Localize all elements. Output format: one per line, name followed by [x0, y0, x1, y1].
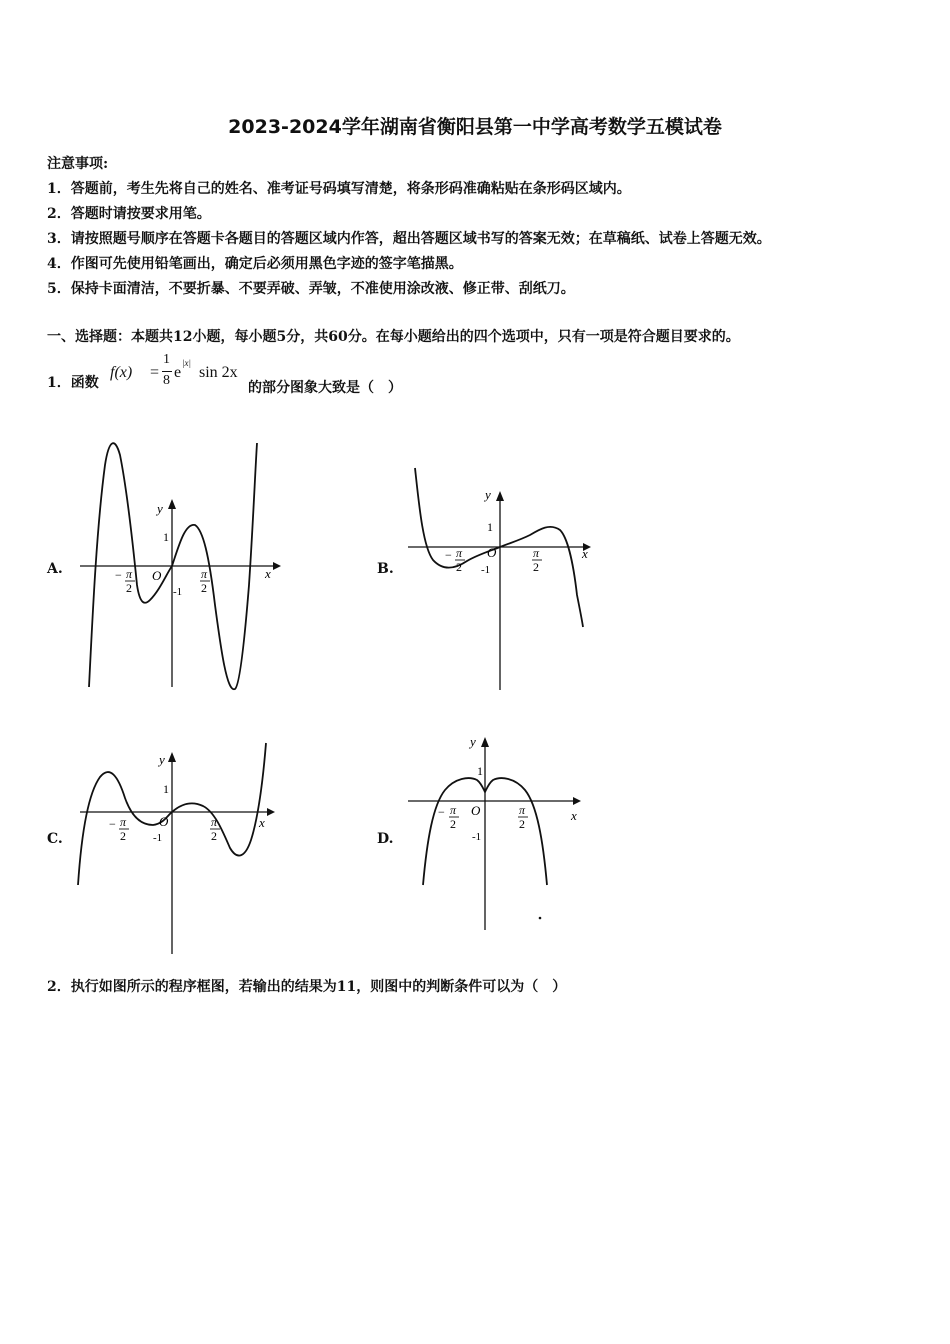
notice-item: 5．保持卡面清洁，不要折暴、不要弄破、弄皱，不准使用涂改液、修正带、刮纸刀。 [47, 281, 575, 297]
y-axis-arrow-icon [481, 737, 489, 747]
tick-label-one: 1 [487, 520, 493, 534]
tick-label-neg-one: -1 [173, 586, 183, 598]
tick-label-neg-one: -1 [153, 832, 163, 844]
half-pi-pi: π [533, 546, 540, 560]
tick-label-one: 1 [477, 764, 483, 778]
y-axis-label: y [470, 734, 476, 749]
formula-eq: = [150, 364, 160, 381]
formula-denominator: 8 [163, 373, 170, 388]
fraction-bar [162, 371, 172, 372]
notice-item: 2．答题时请按要求用笔。 [47, 206, 211, 222]
half-pi-pi: π [211, 815, 218, 829]
neg-half-pi-minus: − [109, 817, 116, 831]
neg-half-pi-pi: π [450, 803, 457, 817]
y-axis-label: y [157, 501, 163, 516]
section-heading: 一、选择题：本题共12小题，每小题5分，共60分。在每小题给出的四个选项中，只有一项是符合题目要求的。 [47, 329, 740, 345]
x-axis-label: x [582, 546, 588, 561]
notice-block [47, 152, 771, 302]
y-axis-arrow-icon [496, 491, 504, 501]
origin-label: O [471, 803, 481, 818]
neg-half-pi-pi: π [126, 567, 133, 581]
neg-half-pi-two: 2 [450, 817, 456, 831]
page-title: 2023-2024学年湖南省衡阳县第一中学高考数学五模试卷 [228, 116, 722, 138]
neg-half-pi-minus: − [438, 805, 445, 819]
half-pi-pi: π [519, 803, 526, 817]
origin-label: O [152, 568, 162, 583]
option-b-graph [405, 465, 600, 695]
y-axis-label: y [159, 752, 165, 767]
tick-label-neg-one: -1 [472, 831, 482, 843]
option-d-graph [405, 730, 600, 930]
y-axis-label: y [485, 487, 491, 502]
y-axis-arrow-icon [168, 752, 176, 762]
option-a-label: A. [47, 561, 63, 577]
formula-lhs: f(x) [110, 364, 133, 381]
x-axis-label: x [571, 808, 577, 823]
tick-label-neg-one: -1 [481, 564, 491, 576]
question-1-prefix: 1．函数 [47, 375, 99, 391]
formula-sin: sin 2x [199, 364, 238, 381]
neg-half-pi-two: 2 [456, 560, 462, 574]
half-pi-two: 2 [519, 817, 525, 831]
neg-half-pi-two: 2 [120, 829, 126, 843]
origin-label: O [159, 814, 169, 829]
neg-half-pi-minus: − [445, 548, 452, 562]
x-axis-label: x [265, 566, 271, 581]
option-b-label: B. [377, 561, 394, 577]
x-axis-arrow-icon [267, 808, 275, 816]
notice-heading: 注意事项: [47, 156, 109, 172]
formula-base: e [174, 364, 182, 381]
tick-label-one: 1 [163, 782, 169, 796]
half-pi-pi: π [201, 567, 208, 581]
formula-exponent: |x| [182, 358, 191, 368]
notice-item: 1．答题前，考生先将自己的姓名、准考证号码填写清楚，将条形码准确粘贴在条形码区域内。 [47, 181, 631, 197]
stray-dot [539, 917, 542, 920]
half-pi-two: 2 [533, 560, 539, 574]
neg-half-pi-minus: − [115, 568, 122, 582]
x-axis-arrow-icon [573, 797, 581, 805]
option-c-graph [75, 740, 285, 960]
neg-half-pi-two: 2 [126, 581, 132, 595]
option-d-label: D. [377, 831, 394, 847]
formula-numerator: 1 [163, 352, 170, 367]
notice-item: 3．请按照题号顺序在答题卡各题目的答题区域内作答，超出答题区域书写的答案无效；在草稿纸、试卷上答题无效。 [47, 231, 771, 247]
origin-label: O [487, 545, 497, 560]
option-a-graph [75, 435, 285, 695]
x-axis-label: x [259, 815, 265, 830]
neg-half-pi-pi: π [120, 815, 127, 829]
question-2: 2．执行如图所示的程序框图，若输出的结果为11，则图中的判断条件可以为（ ） [47, 979, 567, 995]
neg-half-pi-pi: π [456, 546, 463, 560]
question-1-suffix: 的部分图象大致是（ ） [248, 380, 402, 396]
half-pi-two: 2 [201, 581, 207, 595]
y-axis-arrow-icon [168, 499, 176, 509]
half-pi-two: 2 [211, 829, 217, 843]
x-axis-arrow-icon [273, 562, 281, 570]
notice-item: 4．作图可先使用铅笔画出，确定后必须用黑色字迹的签字笔描黑。 [47, 256, 463, 272]
tick-label-one: 1 [163, 530, 169, 544]
option-c-label: C. [47, 831, 63, 847]
